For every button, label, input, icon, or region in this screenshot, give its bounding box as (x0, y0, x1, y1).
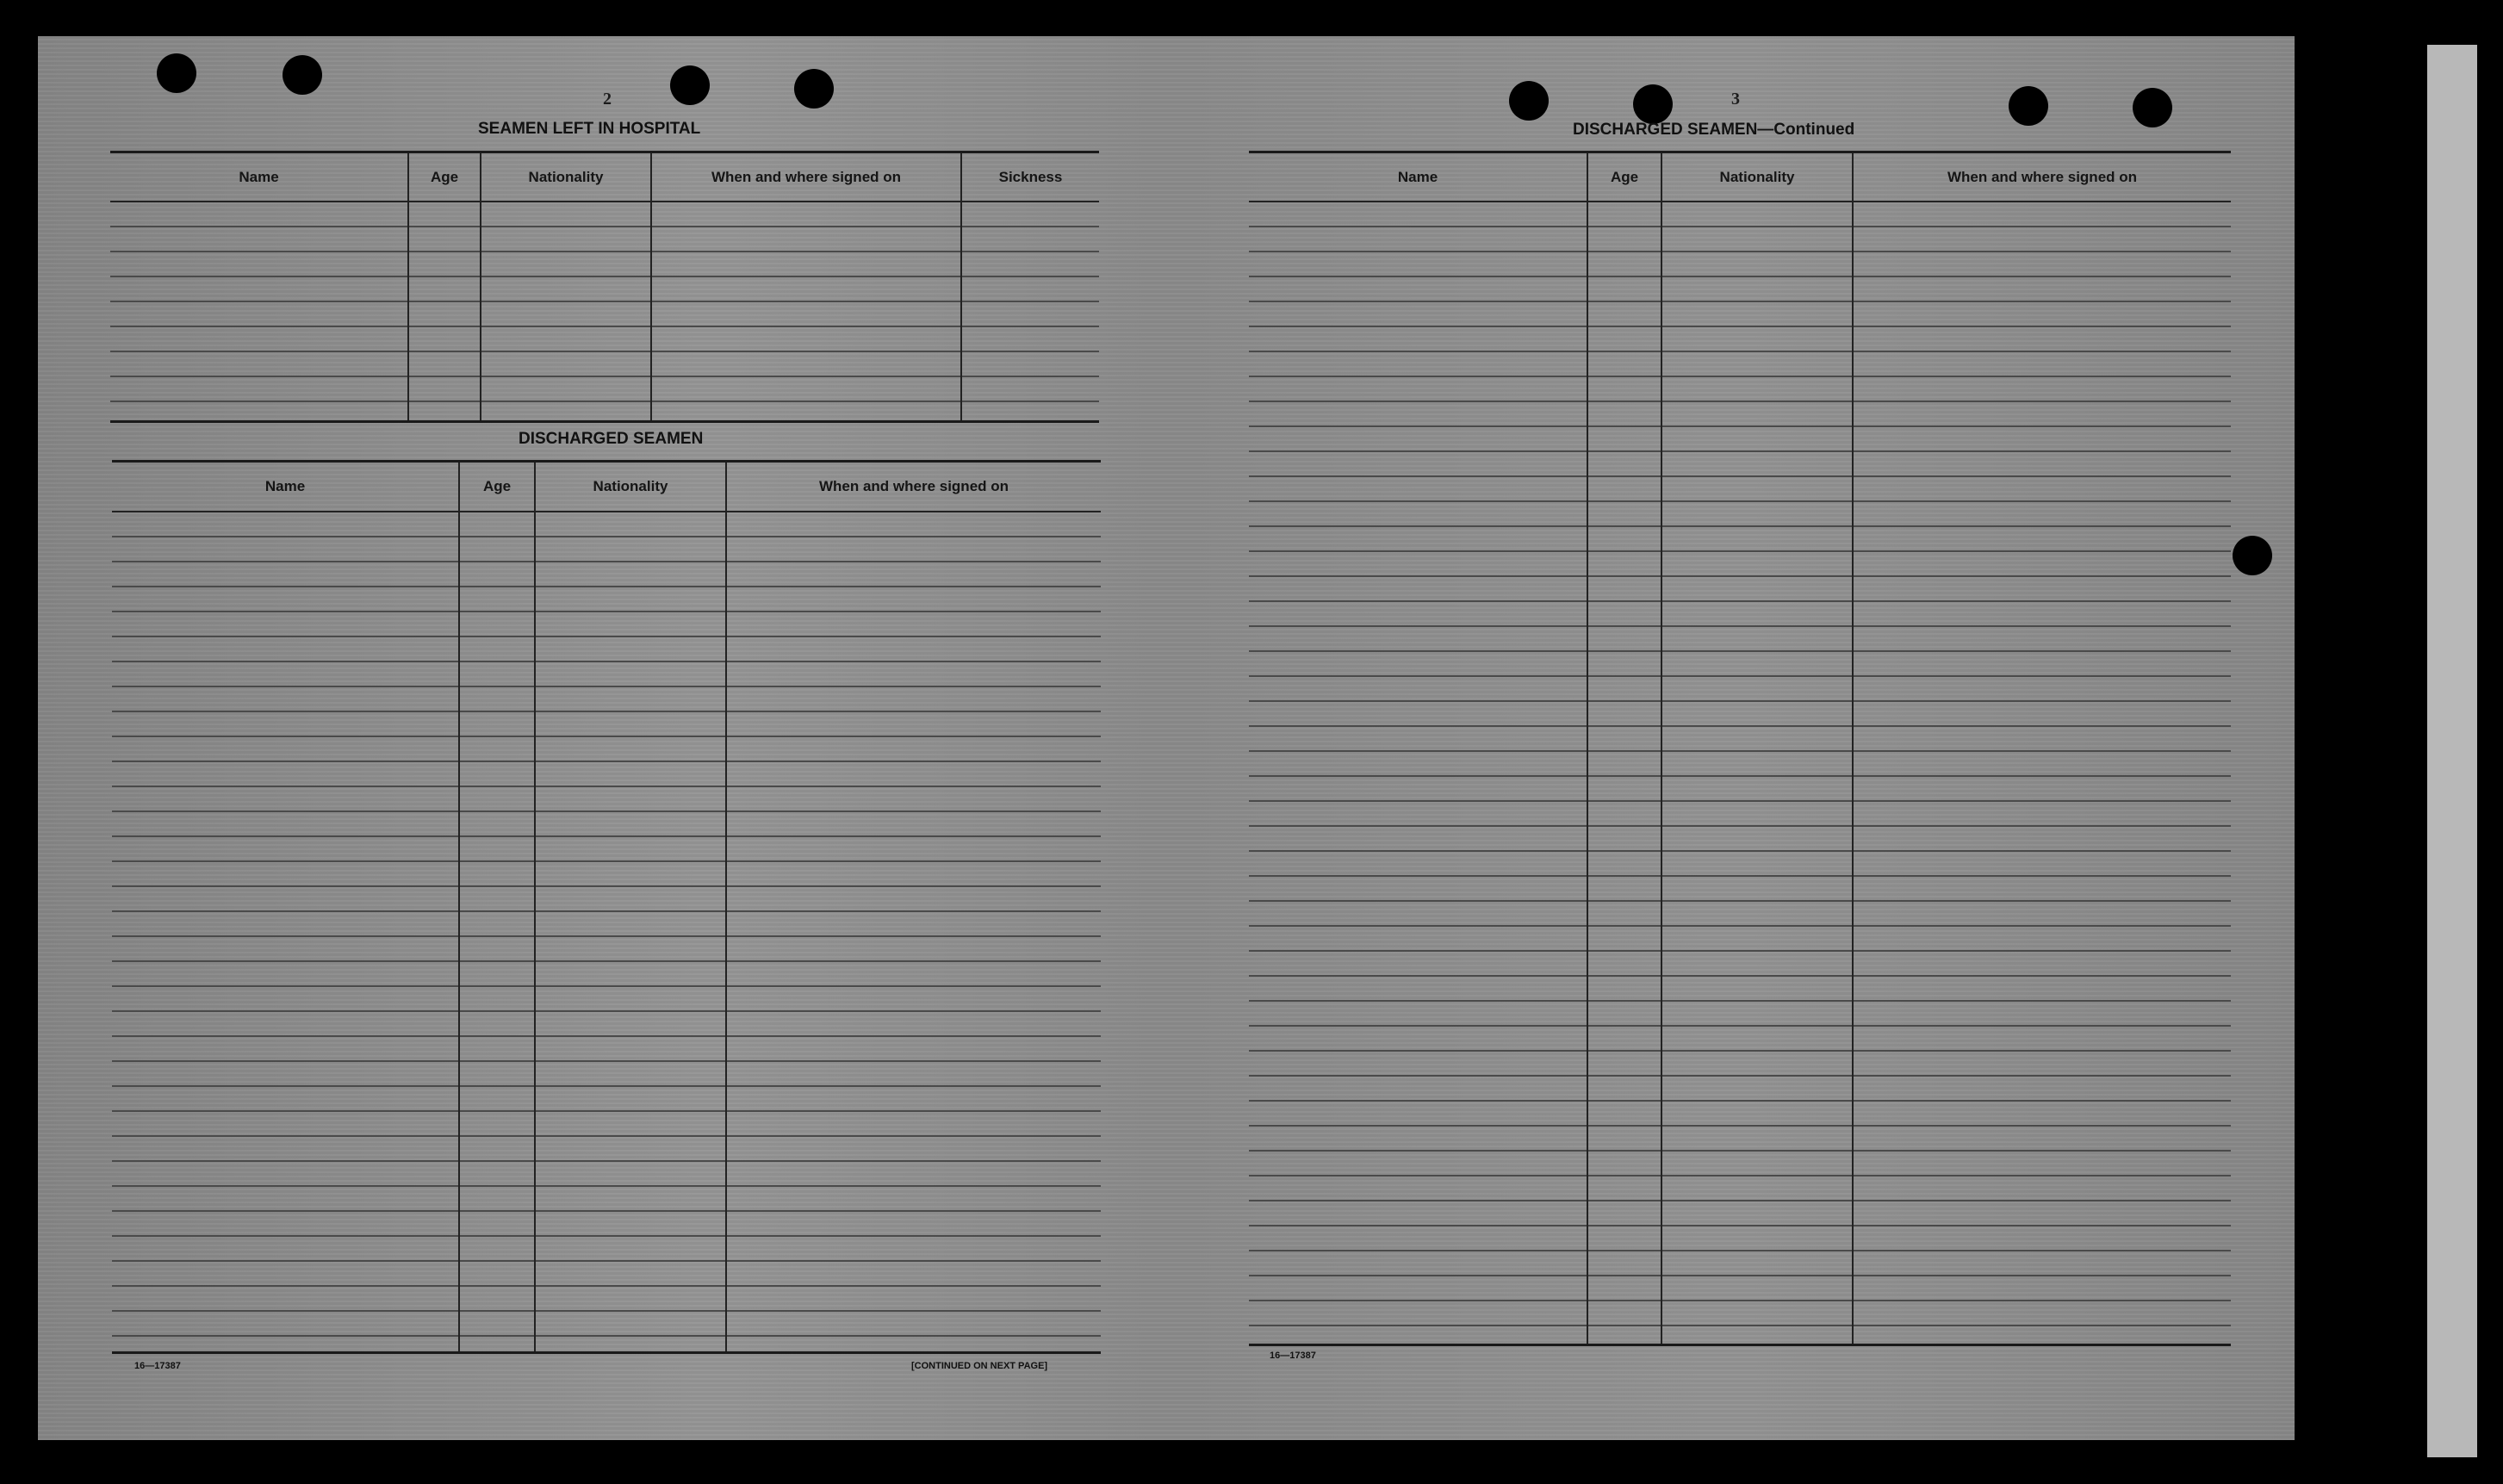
column-header: Age (430, 169, 459, 185)
hospital-table-header (110, 153, 1099, 202)
form-number-left: 16—17387 (134, 1361, 181, 1371)
hospital-section-title: SEAMEN LEFT IN HOSPITAL (478, 120, 701, 138)
column-header: Nationality (593, 478, 668, 494)
continued-note: [CONTINUED ON NEXT PAGE] (911, 1361, 1048, 1371)
discharged-table (112, 460, 1101, 1354)
column-header: Sickness (998, 169, 1063, 185)
punch-hole (157, 53, 196, 93)
discharged-continued-table-header (1249, 153, 2231, 202)
column-divider (650, 153, 652, 420)
column-divider (960, 153, 962, 420)
punch-hole (2133, 88, 2172, 127)
column-header: Nationality (1719, 169, 1795, 185)
discharged-table-rows (112, 512, 1101, 1351)
punch-hole (2233, 536, 2272, 575)
column-header: Age (482, 478, 512, 494)
column-divider (480, 153, 481, 420)
discharged-table-header (112, 463, 1101, 512)
punch-hole (2009, 86, 2048, 126)
discharged-continued-table (1249, 151, 2231, 1346)
punch-hole (670, 65, 710, 105)
punch-hole (1509, 81, 1549, 121)
column-header: Name (264, 478, 306, 494)
column-header: Name (239, 169, 279, 185)
scan-edge-strip (2427, 45, 2477, 1457)
page-number-right: 3 (1731, 90, 1740, 109)
column-header: Age (1610, 169, 1639, 185)
form-number-right: 16—17387 (1270, 1351, 1316, 1361)
column-header: Name (1397, 169, 1438, 185)
column-divider (1661, 153, 1662, 1344)
column-divider (1587, 153, 1588, 1344)
column-header: When and where signed on (711, 169, 902, 185)
punch-hole (283, 55, 322, 95)
column-header: When and where signed on (1947, 169, 2138, 185)
column-header: When and where signed on (818, 478, 1009, 494)
discharged-section-title: DISCHARGED SEAMEN (519, 430, 704, 448)
column-divider (725, 463, 727, 1351)
column-divider (1852, 153, 1854, 1344)
hospital-table (110, 151, 1099, 423)
column-divider (534, 463, 536, 1351)
column-divider (458, 463, 460, 1351)
punch-hole (1633, 84, 1673, 124)
hospital-table-rows (110, 202, 1099, 420)
punch-hole (794, 69, 834, 109)
discharged-continued-title: DISCHARGED SEAMEN—Continued (1573, 121, 1855, 139)
discharged-continued-table-rows (1249, 202, 2231, 1344)
column-divider (407, 153, 409, 420)
page-number-left: 2 (603, 90, 612, 109)
column-header: Nationality (528, 169, 604, 185)
